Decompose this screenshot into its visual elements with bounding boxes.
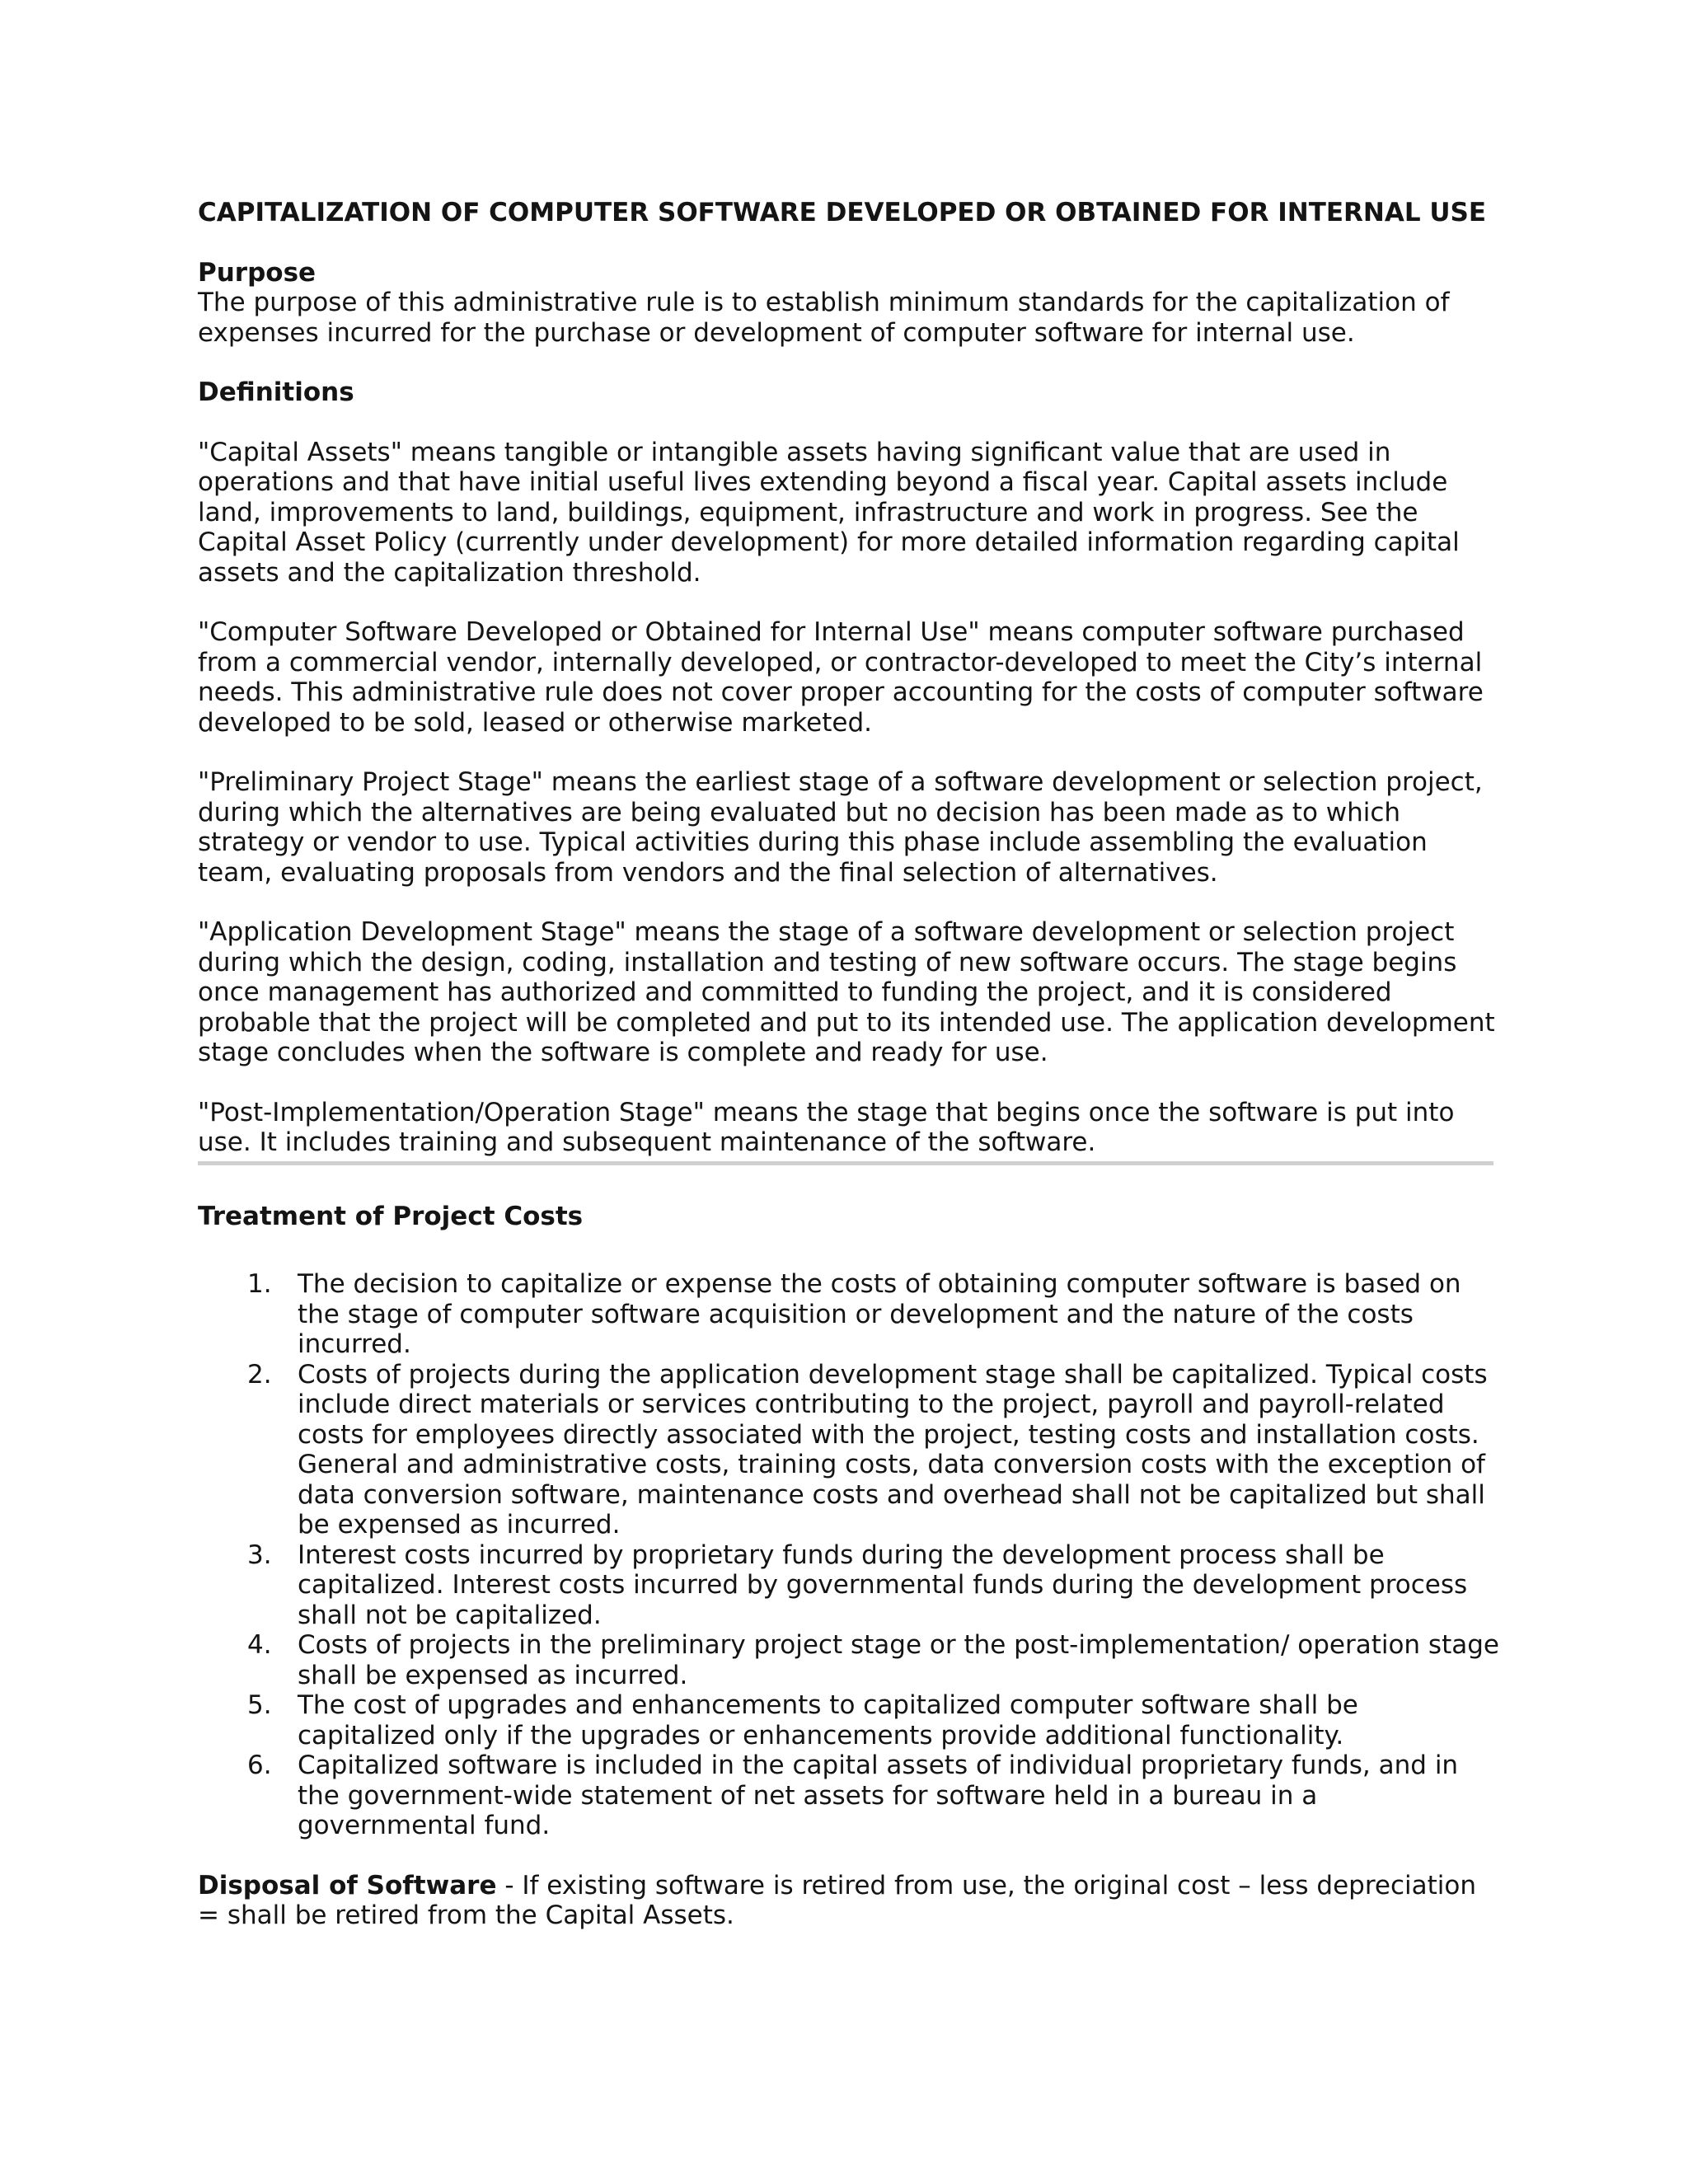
document-title: CAPITALIZATION OF COMPUTER SOFTWARE DEVELOPED OR OBTAINED FOR INTERNAL USE (198, 198, 1487, 227)
list-item-text: Capitalized software is included in the capital assets of individual proprietary funds, and in the government-wide statement of net assets for software held in a bureau in a governmental fund. (298, 1750, 1459, 1840)
list-item-text: The decision to capitalize or expense the costs of obtaining computer software is based on the stage of computer software acquisition or development and the nature of the costs incurred. (298, 1269, 1461, 1359)
list-item (198, 1690, 1500, 1750)
purpose-heading: Purpose (198, 257, 316, 288)
disposal-heading: Disposal of Software (198, 1870, 497, 1900)
section-divider (198, 1161, 1493, 1165)
definition-post-implementation-stage: "Post-Implementation/Operation Stage" means the stage that begins once the software is put into use. It includes training and subsequent maintenance of the software. (198, 1097, 1455, 1157)
list-item (198, 1360, 1500, 1540)
list-item-text: The cost of upgrades and enhancements to capitalized computer software shall be capitalized only if the upgrades or enhancements provide additional functionality. (298, 1690, 1358, 1750)
definition-application-development-stage: "Application Development Stage" means the stage of a software development or selection project during which the design, coding, installation and testing of new software occurs. The stage begins once management has authorized and committed to funding the project, and it is considered probable that the project will be completed and put to its intended use. The application development stage concludes when the software is complete and ready for use. (198, 917, 1495, 1067)
definition-internal-use-software: "Computer Software Developed or Obtained for Internal Use" means computer software purchased from a commercial vendor, internally developed, or contractor-developed to meet the City’s internal needs. This administrative rule does not cover proper accounting for the costs of computer software developed to be sold, leased or otherwise marketed. (198, 617, 1484, 738)
list-item-text: Costs of projects in the preliminary project stage or the post-implementation/ operation stage shall be expensed as incurred. (298, 1630, 1499, 1690)
treatment-list (198, 1269, 1500, 1841)
list-item-number: 3. (247, 1540, 272, 1570)
definitions-section (198, 377, 1500, 1158)
list-item (198, 1269, 1500, 1360)
disposal-section (198, 1871, 1500, 1931)
list-item-number: 4. (247, 1630, 272, 1660)
list-item-number: 1. (247, 1269, 272, 1299)
treatment-heading: Treatment of Project Costs (198, 1201, 584, 1231)
list-item-number: 6. (247, 1750, 272, 1780)
treatment-section (198, 1202, 1500, 1841)
list-item-text: Interest costs incurred by proprietary funds during the development process shall be capitalized. Interest costs incurred by governmental funds during the development process shall not be capitalized. (298, 1540, 1468, 1630)
list-item (198, 1630, 1500, 1690)
list-item (198, 1750, 1500, 1841)
list-item-text: Costs of projects during the application development stage shall be capitalized. Typical costs include direct materials or services contributing to the project, payroll and payroll-related costs for employees directly associated with the project, testing costs and installation costs. General and administrative costs, training costs, data conversion costs with the exception of data conversion software, maintenance costs and overhead shall not be capitalized but shall be expensed as incurred. (298, 1359, 1488, 1540)
purpose-text: The purpose of this administrative rule is to establish minimum standards for the capitalization of expenses incurred for the purchase or development of computer software for internal use. (198, 288, 1450, 348)
definition-capital-assets: "Capital Assets" means tangible or intangible assets having significant value that are used in operations and that have initial useful lives extending beyond a fiscal year. Capital assets include land, improvements to land, buildings, equipment, infrastructure and work in progress. See the Capital Asset Policy (currently under development) for more detailed information regarding capital assets and the capitalization threshold. (198, 437, 1460, 588)
list-item-number: 2. (247, 1359, 272, 1390)
document-body (198, 198, 1500, 1931)
list-item (198, 1540, 1500, 1631)
list-item-number: 5. (247, 1690, 272, 1720)
definition-preliminary-project-stage: "Preliminary Project Stage" means the earliest stage of a software development or selection project, during which the alternatives are being evaluated but no decision has been made as to which strategy or vendor to use. Typical activities during this phase include assembling the evaluation team, evaluating proposals from vendors and the final selection of alternatives. (198, 767, 1483, 888)
definitions-heading: Definitions (198, 377, 354, 407)
purpose-section (198, 258, 1500, 349)
disposal-text: - If existing software is retired from use, the original cost – less depreciation = shall be retired from the Capital Assets. (198, 1870, 1477, 1930)
